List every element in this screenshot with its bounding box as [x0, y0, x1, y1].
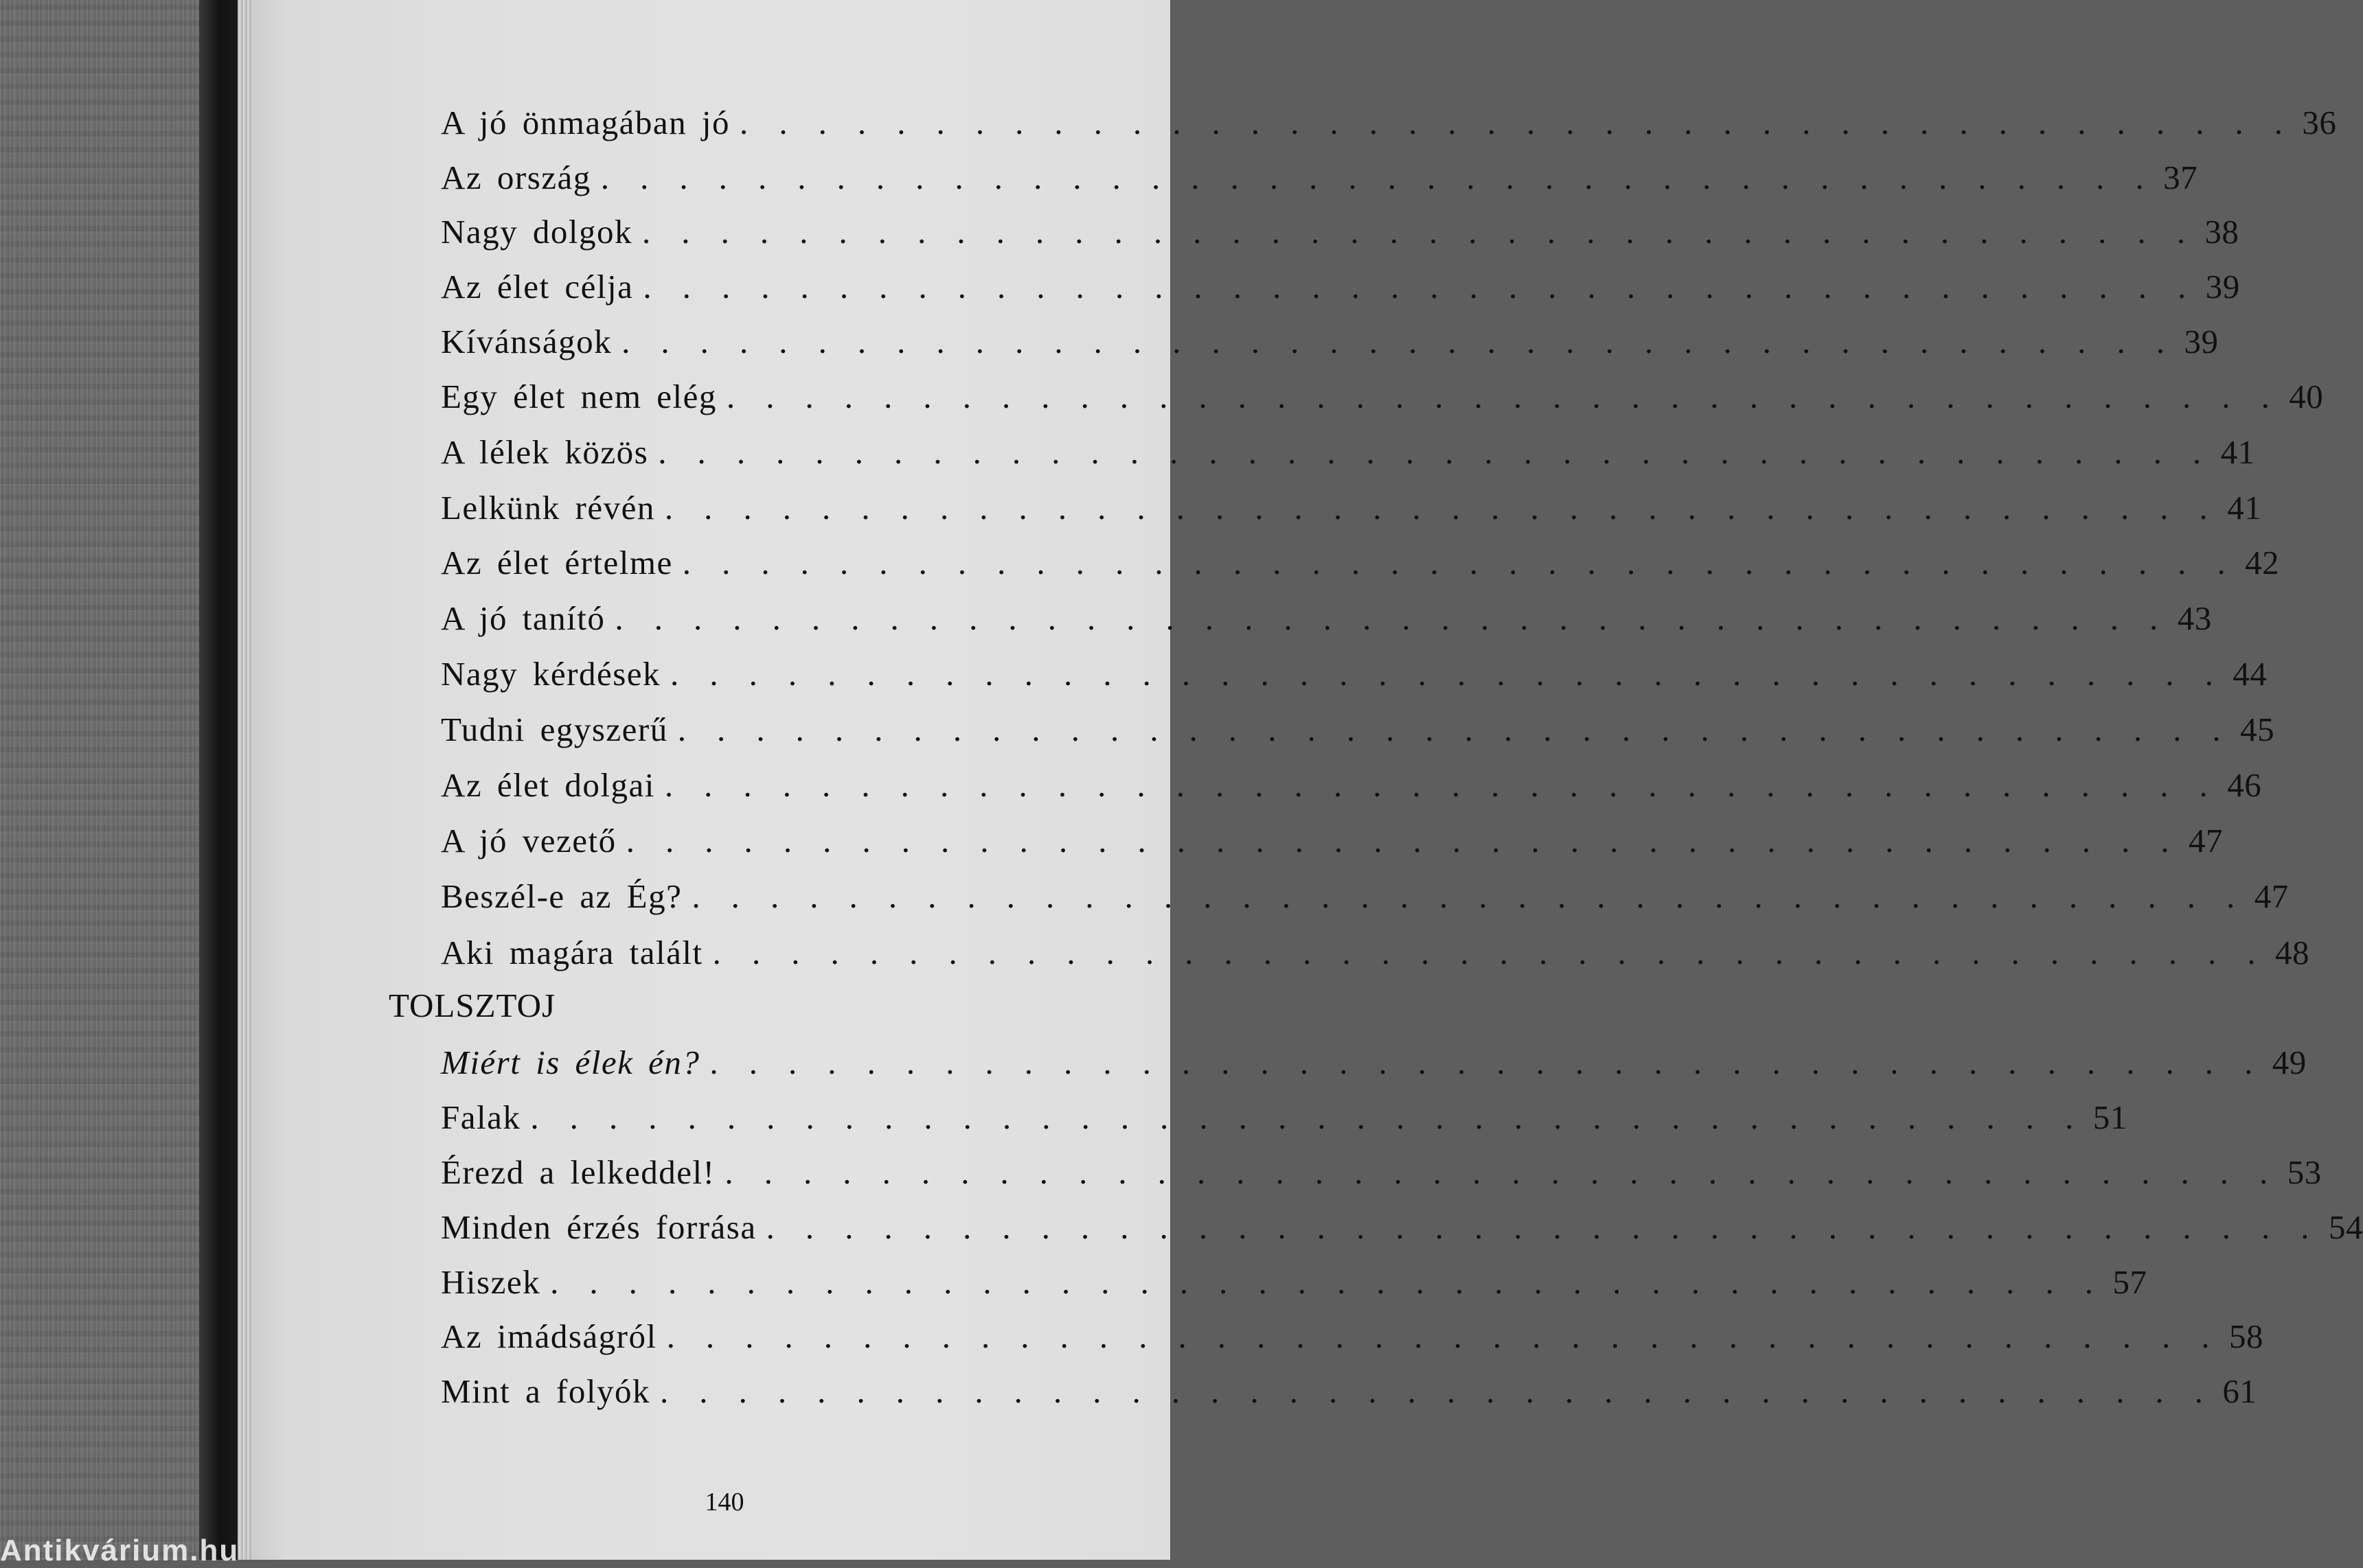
toc-entry — [441, 267, 2240, 315]
toc-entry — [441, 377, 2324, 425]
toc-entry — [441, 1263, 2147, 1311]
toc-entry-page: 42 — [2245, 544, 2280, 581]
toc-entry-title: Az élet értelme — [441, 544, 673, 581]
toc-leader-dots: . . . . . . . . . . . . . . . . . . . . . . . . . . . . . . . . . . . . . . . . — [664, 766, 2217, 804]
toc-entry — [441, 654, 2268, 702]
toc-entry-title: Az élet célja — [441, 268, 634, 305]
toc-entry-page: 39 — [2184, 323, 2219, 360]
wood-background — [0, 0, 213, 1560]
toc-entry — [441, 433, 2255, 481]
toc-leader-dots: . . . . . . . . . . . . . . . . . . . . . . . . . . . . . . . . . . . . . . . . — [670, 655, 2222, 693]
toc-entry — [441, 599, 2212, 647]
toc-leader-dots: . . . . . . . . . . . . . . . . . . . . . . . . . . . . . . . . . . . . . . . . — [666, 1317, 2218, 1355]
toc-leader-dots: . . . . . . . . . . . . . . . . . . . . . . . . . . . . . . . . . . . . . . . . — [664, 489, 2217, 527]
toc-entry-page: 39 — [2205, 268, 2240, 305]
toc-entry-page: 41 — [2220, 433, 2255, 471]
toc-entry-page: 46 — [2227, 766, 2262, 804]
toc-leader-dots: . . . . . . . . . . . . . . . . . . . . . . . . . . . . . . . . . . . . . . . . — [709, 1044, 2261, 1081]
toc-entry-title: Miért is élek én? — [441, 1044, 700, 1081]
toc-leader-dots: . . . . . . . . . . . . . . . . . . . . . . . . . . . . . . . . . . . . . . . . — [642, 213, 2194, 251]
toc-leader-dots: . . . . . . . . . . . . . . . . . . . . . . . . . . . . . . . . . . . . . . . . — [712, 934, 2264, 971]
toc-leader-dots: . . . . . . . . . . . . . . . . . . . . . . . . . . . . . . . . . . . . . . . . — [626, 822, 2178, 860]
toc-entry — [441, 710, 2275, 758]
toc-entry-title: Érezd a lelkeddel! — [441, 1153, 716, 1191]
toc-leader-dots: . . . . . . . . . . . . . . . . . . . . . . . . . . . . . . . . . . . . . . . . — [530, 1098, 2082, 1136]
toc-entry-title: A jó vezető — [441, 822, 617, 860]
toc-entry-title: Lelkünk révén — [441, 489, 655, 527]
toc-leader-dots: . . . . . . . . . . . . . . . . . . . . . . . . . . . . . . . . . . . . . . . . — [600, 159, 2153, 196]
toc-entry — [441, 103, 2337, 151]
toc-entry-title: Kívánságok — [441, 323, 613, 360]
toc-entry-title: Aki magára talált — [441, 934, 703, 971]
toc-leader-dots: . . . . . . . . . . . . . . . . . . . . . . . . . . . . . . . . . . . . . . . . — [724, 1153, 2276, 1191]
page-edges — [238, 0, 253, 1560]
toc-entry — [441, 488, 2262, 536]
toc-entry-title: Nagy kérdések — [441, 655, 661, 693]
toc-leader-dots: . . . . . . . . . . . . . . . . . . . . . . . . . . . . . . . . . . . . . . . . — [766, 1208, 2318, 1246]
toc-entry-page: 36 — [2302, 104, 2337, 141]
toc-entry-title: Az ország — [441, 159, 591, 196]
toc-entry-title: Hiszek — [441, 1263, 541, 1301]
toc-leader-dots: . . . . . . . . . . . . . . . . . . . . . . . . . . . . . . . . . . . . . . . . — [740, 104, 2292, 141]
page-number-text: 140 — [705, 1488, 744, 1517]
toc-entry-title: Falak — [441, 1098, 521, 1136]
toc-entry-page: 43 — [2177, 599, 2212, 637]
toc-entry-page: 58 — [2228, 1317, 2263, 1355]
toc-leader-dots: . . . . . . . . . . . . . . . . . . . . . . . . . . . . . . . . . . . . . . . . — [643, 268, 2195, 305]
toc-entry-page: 51 — [2092, 1098, 2127, 1136]
toc-leader-dots: . . . . . . . . . . . . . . . . . . . . . . . . . . . . . . . . . . . . . . . . — [682, 544, 2235, 581]
toc-entry-page: 45 — [2240, 711, 2275, 748]
toc-leader-dots: . . . . . . . . . . . . . . . . . . . . . . . . . . . . . . . . . . . . . . . . — [658, 433, 2210, 471]
book-gutter-shadow — [199, 0, 240, 1560]
toc-entry-page: 40 — [2289, 378, 2324, 415]
toc-entry-page: 41 — [2227, 489, 2262, 527]
toc-entry — [441, 877, 2289, 925]
toc-leader-dots: . . . . . . . . . . . . . . . . . . . . . . . . . . . . . . . . . . . . . . . . — [659, 1372, 2212, 1410]
toc-entry-page: 47 — [2189, 822, 2224, 860]
toc-entry — [441, 1153, 2322, 1201]
toc-leader-dots: . . . . . . . . . . . . . . . . . . . . . . . . . . . . . . . . . . . . . . . . — [550, 1263, 2102, 1301]
toc-entry-title: Tudni egyszerű — [441, 711, 668, 748]
toc-entry — [441, 933, 2309, 981]
toc-entry-page: 38 — [2204, 213, 2239, 251]
toc-entry — [441, 158, 2198, 206]
toc-entry — [441, 543, 2280, 591]
toc-entry-title: Nagy dolgok — [441, 213, 632, 251]
toc-entry — [441, 1098, 2127, 1146]
toc-entry — [441, 322, 2219, 370]
toc-leader-dots: . . . . . . . . . . . . . . . . . . . . . . . . . . . . . . . . . . . . . . . . — [615, 599, 2167, 637]
toc-leader-dots: . . . . . . . . . . . . . . . . . . . . . . . . . . . . . . . . . . . . . . . . — [692, 877, 2244, 915]
toc-entry-title: Mint a folyók — [441, 1372, 650, 1410]
page-number — [251, 1487, 1170, 1517]
toc-entry-page: 53 — [2287, 1153, 2322, 1191]
toc-entry — [441, 821, 2224, 869]
toc-leader-dots: . . . . . . . . . . . . . . . . . . . . . . . . . . . . . . . . . . . . . . . . — [726, 378, 2279, 415]
toc-entry — [441, 1208, 2363, 1256]
toc-entry-page: 57 — [2112, 1263, 2147, 1301]
toc-entry-page: 37 — [2163, 159, 2198, 196]
book-page — [251, 0, 2363, 1560]
toc-entry-page: 61 — [2222, 1372, 2257, 1410]
toc-entry-page: 47 — [2254, 877, 2289, 915]
toc-leader-dots: . . . . . . . . . . . . . . . . . . . . . . . . . . . . . . . . . . . . . . . . — [677, 711, 2230, 748]
toc-entry — [441, 1372, 2257, 1420]
toc-entry-title: A lélek közös — [441, 433, 649, 471]
toc-entry-title: Egy élet nem elég — [441, 378, 717, 415]
toc-entry-page: 49 — [2272, 1044, 2307, 1081]
toc-entry-page: 54 — [2328, 1208, 2363, 1246]
toc-entry — [441, 1043, 2307, 1091]
toc-entry — [441, 212, 2239, 260]
toc-entry-page: 48 — [2275, 934, 2309, 971]
section-heading: TOLSZTOJ — [389, 987, 556, 1024]
toc-entry-title: Az élet dolgai — [441, 766, 655, 804]
watermark: Antikvárium.hu — [0, 1534, 240, 1567]
toc-entry-title: A jó önmagában jó — [441, 104, 731, 141]
toc-entry-title: Minden érzés forrása — [441, 1208, 757, 1246]
table-of-contents — [251, 0, 2363, 1560]
toc-entry-page: 44 — [2233, 655, 2268, 693]
toc-entry-title: Beszél-e az Ég? — [441, 877, 683, 915]
toc-entry-title: A jó tanító — [441, 599, 606, 637]
toc-entry — [441, 765, 2262, 814]
toc-entry-title: Az imádságról — [441, 1317, 657, 1355]
toc-leader-dots: . . . . . . . . . . . . . . . . . . . . . . . . . . . . . . . . . . . . . . . . — [621, 323, 2173, 360]
toc-entry — [441, 1317, 2263, 1365]
